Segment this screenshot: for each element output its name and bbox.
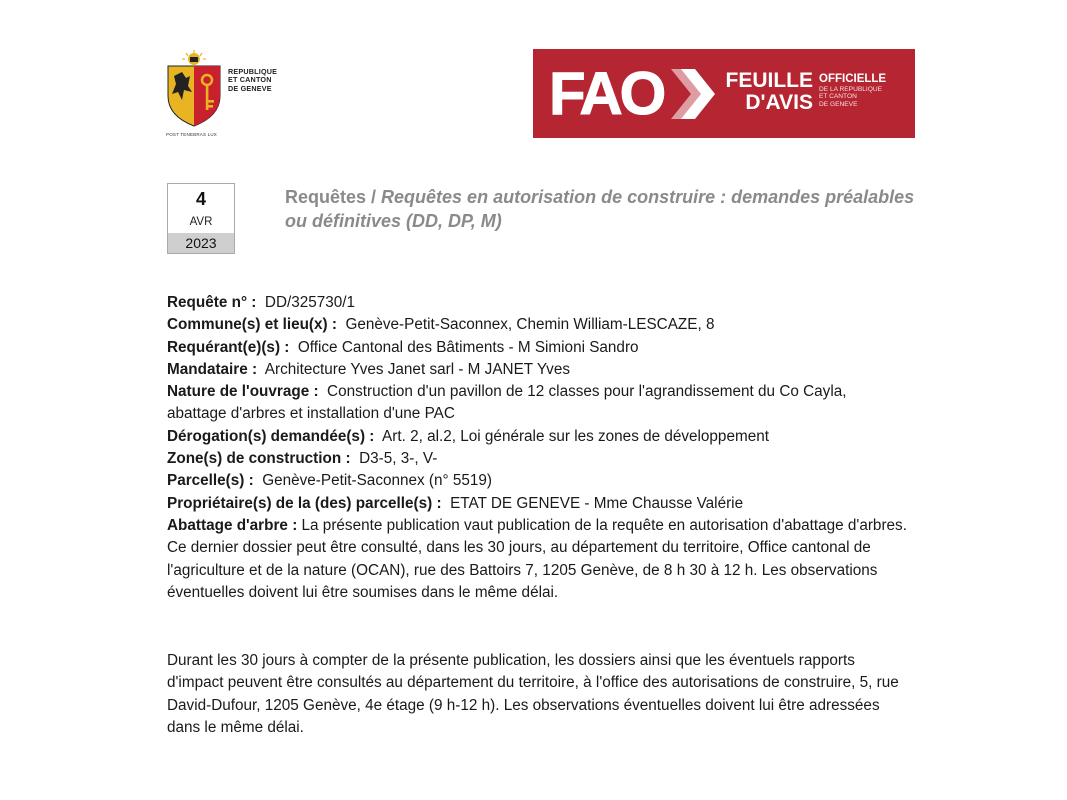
logo-line: REPUBLIQUE xyxy=(228,67,278,76)
fao-acronym: FAO xyxy=(549,60,664,127)
publication-date xyxy=(167,183,235,254)
field-label: Requête n° : xyxy=(167,294,257,311)
field-row xyxy=(167,359,907,381)
field-row xyxy=(167,493,907,515)
field-label: Dérogation(s) demandée(s) : xyxy=(167,427,375,445)
fao-feuille-davis xyxy=(723,70,813,114)
field-value: La présente publication vaut publication de la requête en autorisation d'abattage d'arbres. Ce dernier dossier peut être consulté, dans les 30 jours, au département du territoire, Office cantonal de l'agriculture et de la nature (OCAN), rue des Battoirs 7, 1205 Genève, de 8 h 30 à 12 h. Les observations éventuelles doivent lui être soumises dans le même délai. xyxy=(167,516,907,601)
field-value: Genève-Petit-Saconnex (n° 5519) xyxy=(262,472,492,490)
fao-sub-line: ET CANTON xyxy=(819,93,857,101)
category-sub: Requêtes en autorisation de construire : demandes préalables ou définitives (DD, DP, M) xyxy=(285,187,915,231)
request-details xyxy=(167,292,907,604)
field-value: ETAT DE GENEVE - Mme Chausse Valérie xyxy=(450,494,744,512)
chevron-right-icon xyxy=(671,69,715,119)
field-row xyxy=(167,515,907,604)
fao-davis: D'AVIS xyxy=(745,91,813,114)
logo-line: ET CANTON xyxy=(228,75,272,85)
field-row xyxy=(167,448,907,470)
field-value: Architecture Yves Janet sarl - M JANET Yves xyxy=(264,360,570,378)
field-label: Parcelle(s) : xyxy=(167,472,254,490)
logo-motto: POST TENEBRAS LUX xyxy=(166,132,217,137)
field-value: Genève-Petit-Saconnex, Chemin William-LESCAZE, 8 xyxy=(345,316,715,334)
date-day: 4 xyxy=(195,189,206,209)
date-year: 2023 xyxy=(168,233,234,253)
logo-line: DE GENEVE xyxy=(228,83,272,93)
field-row xyxy=(167,381,907,426)
field-row xyxy=(167,426,907,448)
field-label: Abattage d'arbre : xyxy=(167,516,298,534)
consultation-notice: Durant les 30 jours à compter de la présente publication, les dossiers ainsi que les éventuels rapports d'impact peuvent être consultés au département du territoire, à l'office des autorisations de construire, 5, rue David-Dufour, 1205 Genève, 4e étage (9 h-12 h). Les observations éventuelles doivent lui être adressées dans le même délai. xyxy=(167,652,899,736)
field-value: Construction d'un pavillon de 12 classes pour l'agrandissement du Co Cayla, abattage d'arbres et installation d'une PAC xyxy=(167,383,847,423)
field-row xyxy=(167,470,907,492)
category-main: Requêtes / xyxy=(285,187,382,207)
field-label: Zone(s) de construction : xyxy=(167,450,351,468)
category-heading xyxy=(285,185,925,233)
fao-feuille: FEUILLE xyxy=(725,69,813,92)
field-label: Mandataire : xyxy=(167,360,258,378)
fao-sub-line: DE GENEVE xyxy=(819,100,858,108)
geneva-logo xyxy=(164,50,294,142)
field-label: Propriétaire(s) de la (des) parcelle(s) : xyxy=(167,494,442,512)
field-value: Office Cantonal des Bâtiments - M Simioni Sandro xyxy=(297,338,639,356)
field-label: Nature de l'ouvrage : xyxy=(167,383,319,401)
fao-sub-line: DE LA REPUBLIQUE xyxy=(819,86,883,93)
fao-banner xyxy=(533,49,915,138)
date-month: AVR xyxy=(189,216,213,228)
fao-officielle-block xyxy=(819,73,886,108)
field-value: D3-5, 3-, V- xyxy=(359,450,438,468)
geneva-coat-of-arms-icon xyxy=(164,50,224,132)
fao-officielle: OFFICIELLE xyxy=(819,73,887,85)
field-value: DD/325730/1 xyxy=(264,294,356,311)
field-value: Art. 2, al.2, Loi générale sur les zones de développement xyxy=(382,427,769,445)
field-row xyxy=(167,337,907,359)
field-row xyxy=(167,292,907,314)
field-row xyxy=(167,314,907,336)
field-label: Requérant(e)(s) : xyxy=(167,338,290,356)
geneva-logo-text xyxy=(228,68,277,93)
field-label: Commune(s) et lieu(x) : xyxy=(167,316,337,334)
